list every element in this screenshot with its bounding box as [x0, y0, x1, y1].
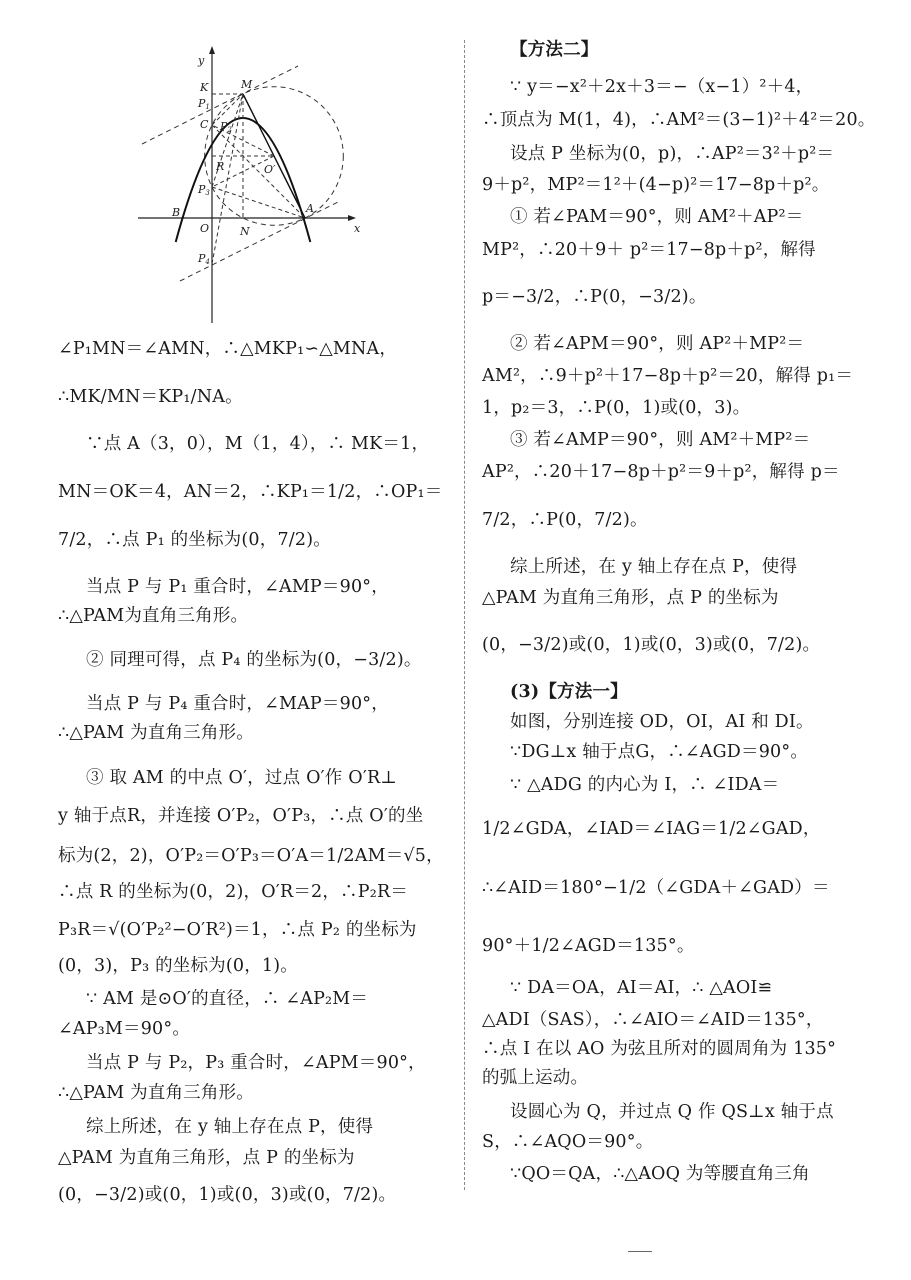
right-line-27: ∴点 I 在以 AO 为弦且所对的圆周角为 135° — [482, 1039, 837, 1059]
label-a: A — [306, 202, 314, 215]
left-line-21: 综上所述，在 y 轴上存在点 P，使得 — [86, 1117, 374, 1137]
segment-p2a — [212, 125, 305, 218]
right-line-19: 如图，分别连接 OD，OI，AI 和 DI。 — [510, 712, 814, 732]
left-line-14: ∴点 R 的坐标为(0，2)，O′R＝2，∴P₂R＝ — [58, 882, 409, 902]
parabola-figure — [80, 40, 380, 325]
left-line-13: 标为(2，2)，O′P₂＝O′P₃＝O′A＝1/2AM＝√5， — [58, 846, 444, 866]
right-line-4: 设点 P 坐标为(0，p)，∴AP²＝3²＋p²＝ — [510, 144, 835, 164]
label-n: N — [240, 225, 250, 238]
left-line-8: ② 同理可得，点 P₄ 的坐标为(0，−3/2)。 — [86, 650, 422, 670]
y-axis-arrow — [209, 46, 215, 54]
right-line-5: 9＋p²，MP²＝1²＋(4−p)²＝17−8p＋p²。 — [482, 175, 830, 195]
left-line-17: ∵ AM 是⊙O′的直径，∴ ∠AP₂M＝ — [86, 989, 369, 1009]
left-line-1: ∠P₁MN＝∠AMN，∴△MKP₁∽△MNA， — [58, 339, 398, 359]
left-line-19: 当点 P 与 P₂，P₃ 重合时，∠APM＝90°， — [86, 1053, 426, 1073]
right-line-3: ∴顶点为 M(1，4)，∴AM²＝(3−1)²＋4²＝20。 — [482, 110, 876, 130]
label-k: K — [200, 81, 209, 94]
left-line-12: y 轴于点R，并连接 O′P₂，O′P₃，∴点 O′的坐 — [58, 806, 424, 826]
right-line-17: (0，−3/2)或(0，1)或(0，3)或(0，7/2)。 — [482, 635, 821, 655]
label-p3: P3 — [198, 183, 210, 197]
right-line-2: ∵ y＝−x²＋2x＋3＝−（x−1）²＋4， — [510, 77, 814, 97]
right-line-22: 1/2∠GDA，∠IAD＝∠IAG＝1/2∠GAD， — [482, 819, 821, 839]
label-p2: P2 — [220, 120, 232, 134]
page-mark — [628, 1251, 652, 1252]
label-m: M — [241, 78, 253, 91]
right-line-13: AP²，∴20＋17−8p＋p²＝9＋p²，解得 p＝ — [482, 462, 840, 482]
left-line-16: (0，3)，P₃ 的坐标为(0，1)。 — [58, 956, 298, 976]
right-line-14: 7/2，∴P(0，7/2)。 — [482, 510, 648, 530]
right-line-21: ∵ △ADG 的内心为 I，∴ ∠IDA＝ — [510, 775, 780, 795]
label-y: y — [198, 54, 205, 67]
label-p1: P1 — [198, 97, 210, 111]
left-line-15: P₃R＝√(O′P₂²−O′R²)＝1，∴点 P₂ 的坐标为 — [58, 920, 417, 940]
left-line-2: ∴MK/MN＝KP₁/NA。 — [58, 387, 243, 407]
column-divider — [464, 40, 465, 1190]
label-p4: P4 — [198, 252, 210, 266]
right-heading-method-two: 【方法二】 — [510, 40, 599, 60]
left-line-23: (0，−3/2)或(0，1)或(0，3)或(0，7/2)。 — [58, 1185, 397, 1205]
tangent-line-bottom — [180, 202, 338, 281]
label-o: O — [200, 222, 210, 235]
right-heading-method-one: (3)【方法一】 — [510, 682, 628, 702]
right-line-23: ∴∠AID＝180°−1/2（∠GDA＋∠GAD）＝ — [482, 878, 830, 898]
right-line-26: △ADI（SAS），∴∠AIO＝∠AID＝135°， — [482, 1010, 824, 1030]
right-line-29: 设圆心为 Q，并过点 Q 作 QS⊥x 轴于点 — [510, 1102, 834, 1122]
right-line-20: ∵DG⊥x 轴于点G，∴∠AGD＝90°。 — [510, 742, 809, 762]
right-line-25: ∵ DA＝OA，AI＝AI，∴ △AOI≌ — [510, 978, 773, 998]
label-x: x — [354, 222, 361, 235]
right-line-10: AM²，∴9＋p²＋17−8p＋p²＝20，解得 p₁＝ — [482, 366, 854, 386]
segment-p3m — [212, 94, 243, 187]
left-line-11: ③ 取 AM 的中点 O′，过点 O′作 O′R⊥ — [86, 768, 398, 788]
left-line-7: ∴△PAM为直角三角形。 — [58, 606, 249, 626]
left-line-20: ∴△PAM 为直角三角形。 — [58, 1083, 254, 1103]
left-line-10: ∴△PAM 为直角三角形。 — [58, 723, 254, 743]
left-line-5: 7/2，∴点 P₁ 的坐标为(0，7/2)。 — [58, 530, 331, 550]
right-line-31: ∵QO＝QA，∴△AOQ 为等腰直角三角 — [510, 1164, 810, 1184]
right-line-9: ② 若∠APM＝90°，则 AP²＋MP²＝ — [510, 334, 805, 354]
right-line-16: △PAM 为直角三角形，点 P 的坐标为 — [482, 588, 779, 608]
coordinate-diagram — [80, 40, 380, 325]
left-line-18: ∠AP₃M＝90°。 — [58, 1019, 191, 1039]
right-line-30: S，∴∠AQO＝90°。 — [482, 1132, 654, 1152]
right-line-15: 综上所述，在 y 轴上存在点 P，使得 — [510, 557, 798, 577]
left-line-3: ∵点 A（3，0），M（1，4），∴ MK＝1， — [86, 434, 430, 454]
left-line-9: 当点 P 与 P₄ 重合时，∠MAP＝90°， — [86, 694, 389, 714]
right-line-28: 的弧上运动。 — [482, 1068, 589, 1088]
right-line-7: MP²，∴20＋9＋ p²＝17−8p＋p²，解得 — [482, 240, 816, 260]
left-line-4: MN＝OK＝4，AN＝2，∴KP₁＝1/2，∴OP₁＝ — [58, 482, 443, 502]
x-axis-arrow — [348, 215, 356, 221]
label-o-prime: O′ — [264, 163, 276, 176]
label-r: R — [216, 160, 225, 173]
right-line-8: p＝−3/2，∴P(0，−3/2)。 — [482, 287, 707, 307]
right-line-12: ③ 若∠AMP＝90°，则 AM²＋MP²＝ — [510, 430, 811, 450]
right-line-24: 90°＋1/2∠AGD＝135°。 — [482, 936, 695, 956]
label-c: C — [200, 118, 209, 131]
right-line-6: ① 若∠PAM＝90°，则 AM²＋AP²＝ — [510, 207, 804, 227]
segment-p2m — [212, 94, 243, 125]
right-line-11: 1，p₂＝3，∴P(0，1)或(0，3)。 — [482, 398, 751, 418]
left-line-22: △PAM 为直角三角形，点 P 的坐标为 — [58, 1148, 355, 1168]
left-line-6: 当点 P 与 P₁ 重合时，∠AMP＝90°， — [86, 577, 389, 597]
label-b: B — [172, 206, 181, 219]
